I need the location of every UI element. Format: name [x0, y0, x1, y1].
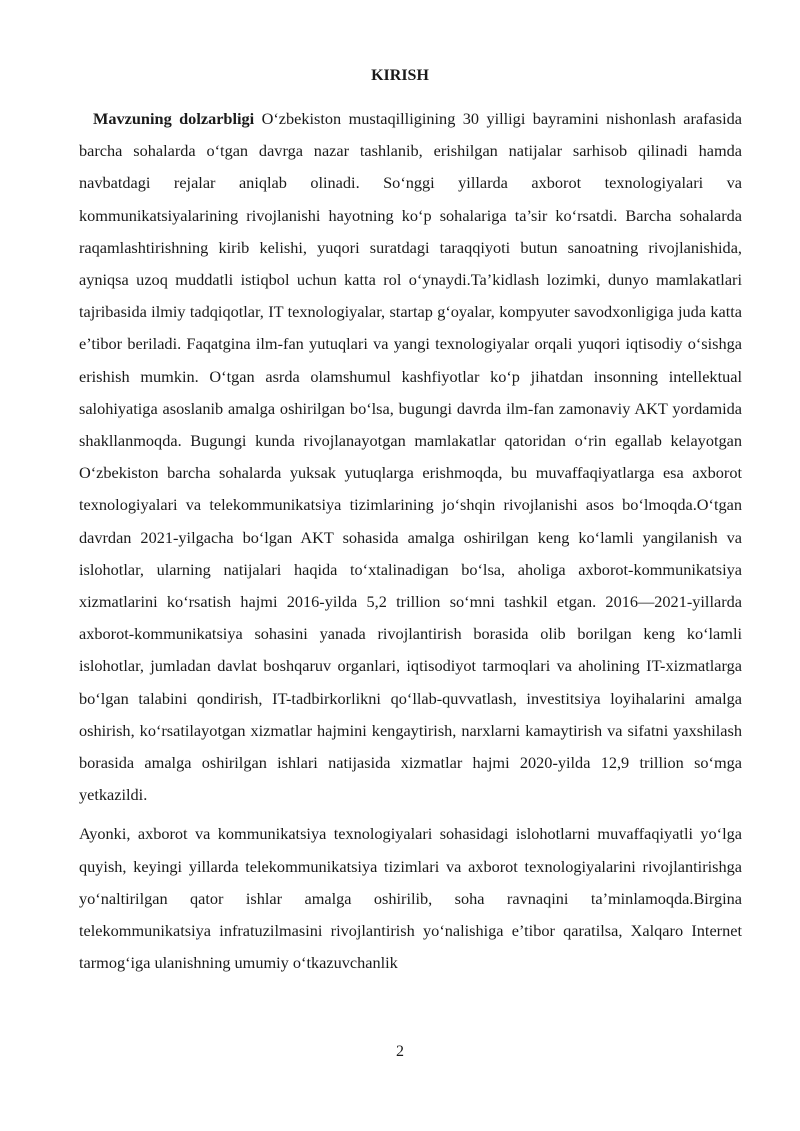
page-number: 2 [396, 1043, 404, 1060]
paragraph-lead: Mavzuning dolzarbligi [93, 109, 255, 128]
paragraph-reforms: Ayonki, axborot va kommunikatsiya texnologiyalari sohasidagi islohotlarni muvaffaqiyatli yo‘lga quyish, keyingi yillarda telekommunikatsiya tizimlari va axborot texnologiyalarini rivojlantirishga yo‘naltirilgan qator ishlar amalga oshirilib, soha ravnaqini ta’minlamoqda.Birgina telekommunikatsiya infratuzilmasini rivojlantirish yo‘nalishiga e’tibor qaratilsa, Xalqaro Internet tarmog‘iga ulanishning umumiy o‘tkazuvchanlik [79, 824, 742, 973]
document-body [79, 103, 742, 979]
page-heading: KIRISH [371, 67, 429, 84]
paragraph-relevance [79, 103, 742, 811]
paragraph-text: O‘zbekiston mustaqilligining 30 yilligi bayramini nishonlash arafasida barcha sohalarda o‘tgan davrga nazar tashlanib, erishilgan natijalar sarhisob qilinadi hamda navbatdagi rejalar aniqlab olinadi. So‘nggi yillarda axborot texnologiyalari va kommunikatsiyalarining rivojlanishi hayotning ko‘p sohalariga ta’sir ko‘rsatdi. Barcha sohalarda raqamlashtirishning kirib kelishi, yuqori suratdagi taraqqiyoti butun sanoatning rivojlanishida, ayniqsa uzoq muddatli istiqbol uchun katta rol o‘ynaydi.Ta’kidlash lozimki, dunyo mamlakatlari tajribasida ilmiy tadqiqotlar, IT texnologiyalar, startap g‘oyalar, kompyuter savodxonligiga juda katta e’tibor beriladi. Faqatgina ilm-fan yutuqlari va yangi texnologiyalar orqali yuqori iqtisodiy o‘sishga erishish mumkin. O‘tgan asrda olamshumul kashfiyotlar ko‘p jihatdan insonning intellektual salohiyatiga asoslanib amalga oshirilgan bo‘lsa, bugungi davrda ilm-fan zamonaviy AKT yordamida shakllanmoqda. Bugungi kunda rivojlanayotgan mamlakatlar qatoridan o‘rin egallab kelayotgan O‘zbekiston barcha sohalarda yuksak yutuqlarga erishmoqda, bu muvaffaqiyatlarga esa axborot texnologiyalari va telekommunikatsiya tizimlarining jo‘shqin rivojlanishi asos bo‘lmoqda.O‘tgan davrdan 2021-yilgacha bo‘lgan AKT sohasida amalga oshirilgan keng ko‘lamli yangilanish va islohotlar, ularning natijalari haqida to‘xtalinadigan bo‘lsa, aholiga axborot-kommunikatsiya xizmatlarini ko‘rsatish hajmi 2016-yilda 5,2 trillion so‘mni tashkil etgan. 2016—2021-yillarda axborot-kommunikatsiya sohasini yanada rivojlantirish borasida olib borilgan keng ko‘lamli islohotlar, jumladan davlat boshqaruv organlari, iqtisodiyot tarmoqlari va aholining IT-xizmatlarga bo‘lgan talabini qondirish, IT-tadbirkorlikni qo‘llab-quvvatlash, investitsiya loyihalarini amalga oshirish, ko‘rsatilayotgan xizmatlar hajmini kengaytirish, narxlarni kamaytirish va sifatni yaxshilash borasida amalga oshirilgan ishlari natijasida xizmatlar hajmi 2020-yilda 12,9 trillion so‘mga yetkazildi. [79, 109, 742, 805]
